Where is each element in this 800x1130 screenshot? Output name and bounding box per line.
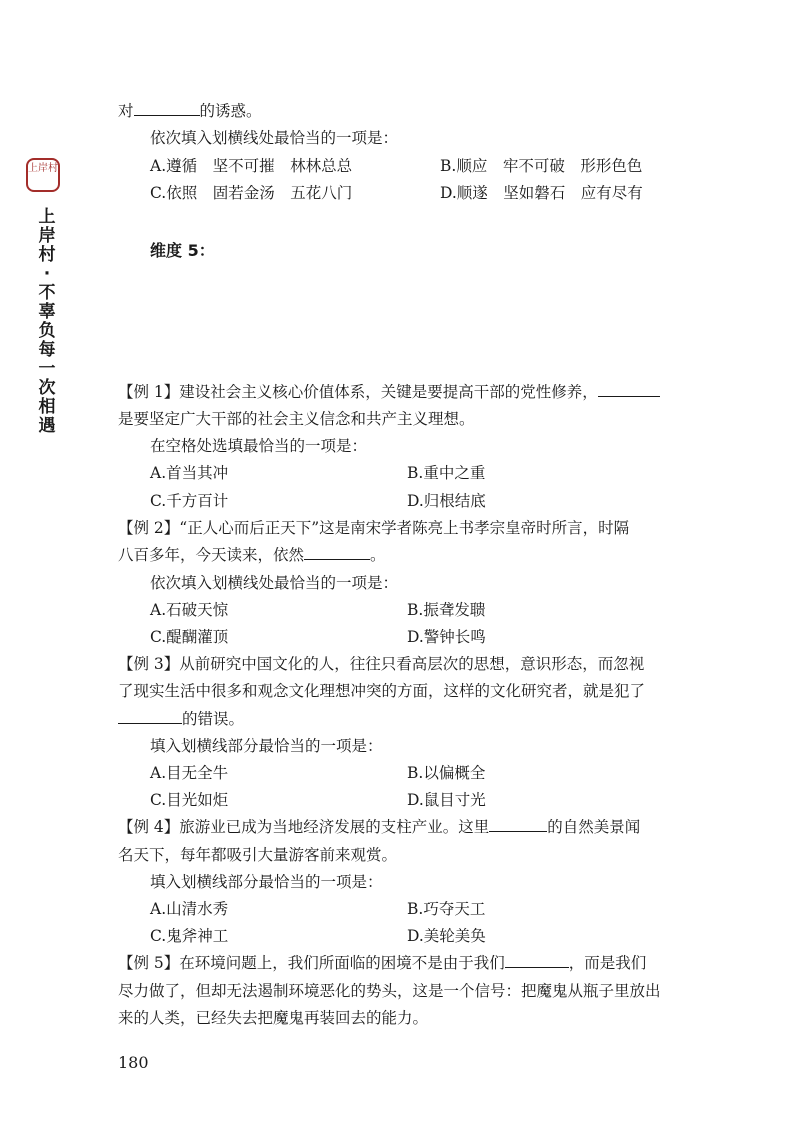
text-segment: 的错误。 [182,710,245,728]
option-d: D.归根结底 [407,492,486,510]
instruction-text: 填入划横线部分最恰当的一项是： [150,873,383,891]
instruction-text: 依次填入划横线处最恰当的一项是： [150,129,399,147]
example-2-line: 【例 2】“正人心而后正天下”这是南宋学者陈亮上书孝宗皇帝时所言，时隔 [118,519,630,537]
fill-blank [118,709,182,724]
example-3-line: 【例 3】从前研究中国文化的人，往往只看高层次的思想，意识形态，而忽视 [118,655,645,673]
option-b: B.振聋发聩 [407,601,486,619]
option-c: C.千方百计 [150,492,229,510]
option-row [150,898,690,920]
option-row [150,462,690,484]
option-c: C.鬼斧神工 [150,927,229,945]
option-d: D.警钟长鸣 [407,628,486,646]
option-c: C.醍醐灌顶 [150,628,229,646]
option-row [150,599,690,621]
option-c: C.目光如炬 [150,791,229,809]
option-row [150,789,690,811]
text-segment: 【例 4】旅游业已成为当地经济发展的支柱产业。这里 [118,818,490,836]
fill-blank [304,545,370,560]
example-1-line: 是要坚定广大干部的社会主义信念和共产主义理想。 [118,410,475,428]
text-segment: 对 [118,102,134,120]
option-row [150,182,690,204]
text-segment: 的自然美景闻 [547,818,641,836]
option-a: A.山清水秀 [150,900,229,918]
option-a: A.石破天惊 [150,601,229,619]
section-title: 维度 5： [150,241,215,260]
text-segment: 八百多年，今天读来，依然 [118,546,305,564]
option-b: B.巧夺天工 [407,900,486,918]
example-1-line [118,381,684,403]
fill-blank [598,382,660,397]
option-c: C.依照 固若金汤 五花八门 [150,184,353,202]
option-a: A.遵循 坚不可摧 林林总总 [150,157,353,175]
option-d: D.鼠目寸光 [407,791,486,809]
text-segment: 【例 5】在环境问题上，我们所面临的困境不是由于我们 [118,954,505,972]
example-5-line [118,952,684,974]
example-5-line: 来的人类，已经失去把魔鬼再装回去的能力。 [118,1009,429,1027]
option-row [150,490,690,512]
instruction-text: 填入划横线部分最恰当的一项是： [150,737,383,755]
example-3-line [118,708,684,730]
option-d: D.美轮美奂 [407,927,486,945]
example-3-line: 了现实生活中很多和观念文化理想冲突的方面，这样的文化研究者，就是犯了 [118,682,646,700]
sidebar-slogan: 上岸村·不辜负每一次相遇 [38,207,56,436]
option-a: A.首当其冲 [150,464,229,482]
page-number: 180 [118,1053,149,1072]
fill-blank [489,817,547,832]
continuation-line [118,100,684,122]
text-segment: 的诱惑。 [199,102,262,120]
instruction-text: 在空格处选填最恰当的一项是： [150,437,368,455]
option-b: B.重中之重 [407,464,486,482]
option-row [150,626,690,648]
text-segment: 【例 1】建设社会主义核心价值体系，关键是要提高干部的党性修养， [118,383,598,401]
example-5-line: 尽力做了，但却无法遏制环境恶化的势头，这是一个信号：把魔鬼从瓶子里放出 [118,982,661,1000]
option-row [150,762,690,784]
publisher-seal [26,158,60,192]
option-a: A.目无全牛 [150,764,229,782]
option-row [150,925,690,947]
fill-blank [505,953,569,968]
text-segment: ，而是我们 [568,954,647,972]
example-4-line: 名天下，每年都吸引大量游客前来观赏。 [118,846,398,864]
text-segment: 。 [370,546,386,564]
example-4-line [118,816,684,838]
option-d: D.顺遂 坚如磐石 应有尽有 [440,184,643,202]
seal-text: 上岸村 [28,163,58,174]
option-b: B.顺应 牢不可破 形形色色 [440,157,643,175]
option-row [150,155,690,177]
instruction-text: 依次填入划横线处最恰当的一项是： [150,574,399,592]
option-b: B.以偏概全 [407,764,486,782]
example-2-line [118,544,684,566]
fill-blank [134,101,200,116]
